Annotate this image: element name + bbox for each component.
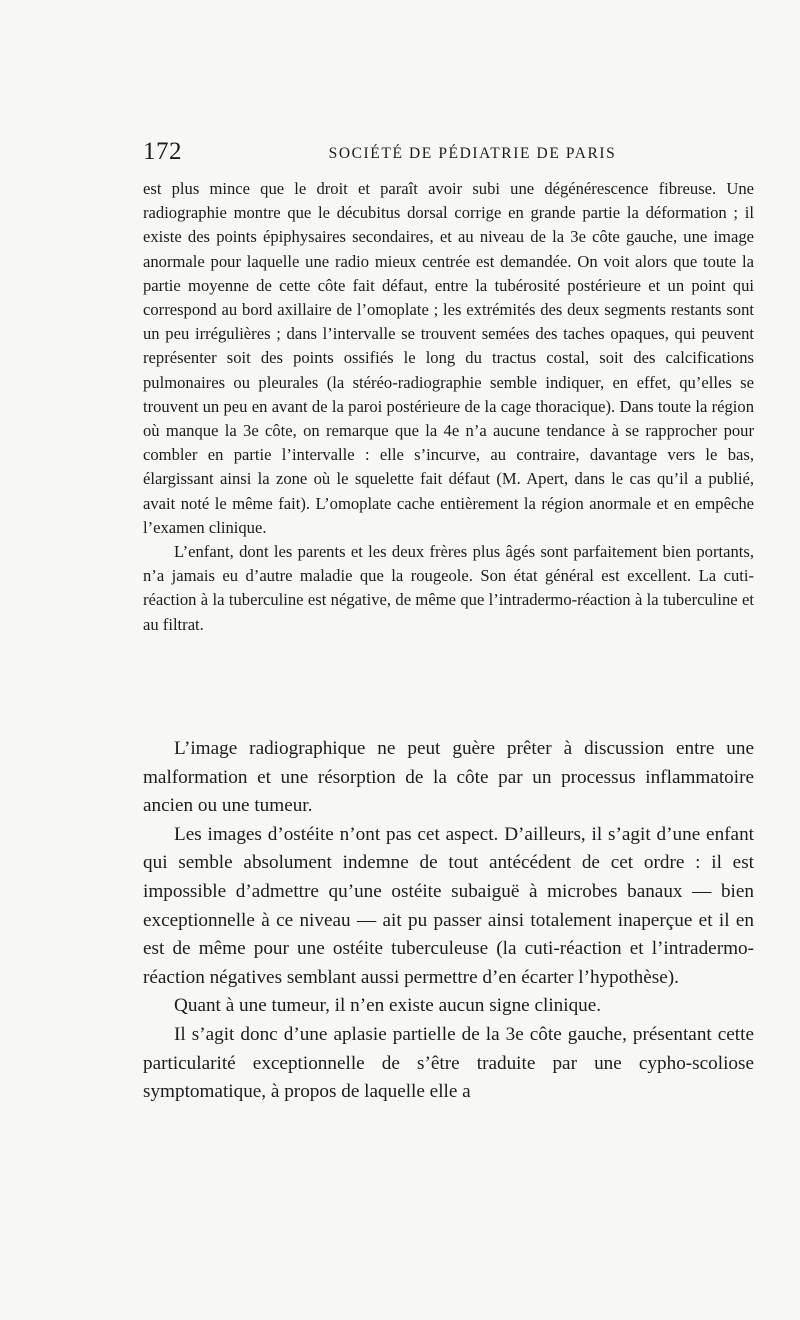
paragraph-conclusion: Il s’agit donc d’une aplasie partielle de la 3e côte gauche, présentant cette particularité exceptionnelle de s’être traduite par une cypho-scoliose symptomatique, à propos de laquelle elle a — [143, 1023, 754, 1103]
paragraph-radiographic-image: L’image radiographique ne peut guère prêter à discussion entre une malformation et une résorption de la côte par un processus inflammatoire ancien ou une tumeur. — [143, 738, 754, 817]
running-title: SOCIÉTÉ DE PÉDIATRIE DE PARIS — [328, 145, 617, 162]
paragraph-tumor: Quant à une tumeur, il n’en existe aucun signe clinique. — [174, 995, 602, 1017]
paragraph-family-history: L’enfant, dont les parents et les deux frères plus âgés sont parfaitement bien portants, n’a jamais eu d’autre maladie que la rougeole. Son état général est excellent. La cuti-réaction à la tuberculine est négative, de même que l’intradermo-réaction à la tuberculine et au filtrat. — [143, 542, 754, 634]
page-header — [143, 138, 754, 168]
case-description — [143, 177, 754, 637]
paragraph-case-radiography: est plus mince que le droit et paraît avoir subi une dégénérescence fibreuse. Une radiographie montre que le décubitus dorsal corrige en grande partie la déformation ; il existe des points épiphysaires secondaires, et au niveau de la 3e côte gauche, une image anormale pour laquelle une radio mieux centrée est demandée. On voit alors que toute la partie moyenne de cette côte fait défaut, entre la tubérosité postérieure et un point qui correspond au bord axillaire de l’omoplate ; les extrémités des deux segments restants sont un peu irrégulières ; dans l’intervalle se trouvent semées des taches opaques, qui peuvent représenter soit des points ossifiés le long du tractus costal, soit des calcifications pulmonaires ou pleurales (la stéréo-radiographie semble indiquer, en effet, qu’elles se trouvent un peu en avant de la paroi postérieure de la cage thoracique). Dans toute la région où manque la 3e côte, on remarque que la 4e n’a aucune tendance à se rapprocher pour combler en partie l’intervalle : elle s’incurve, au contraire, davantage vers le bas, élargissant ainsi la zone où le squelette fait défaut (M. Apert, dans le cas qu’il a publié, avait noté le même fait). L’omoplate cache entièrement la région anormale et en empêche l’examen clinique. — [143, 179, 754, 537]
discussion-section — [143, 735, 754, 1107]
paragraph-osteitis: Les images d’ostéite n’ont pas cet aspect. D’ailleurs, il s’agit d’une enfant qui semble absolument indemne de tout antécédent de cet ordre : il est impossible d’admettre qu’une ostéite subaiguë à microbes banaux — bien exceptionnelle à ce niveau — ait pu passer ainsi totalement inaperçue et il en est de même pour une ostéite tuberculeuse (la cuti-réaction et l’intradermo-réaction négatives semblant aussi permettre d’en écarter l’hypothèse). — [143, 823, 754, 988]
page-number: 172 — [143, 138, 182, 165]
